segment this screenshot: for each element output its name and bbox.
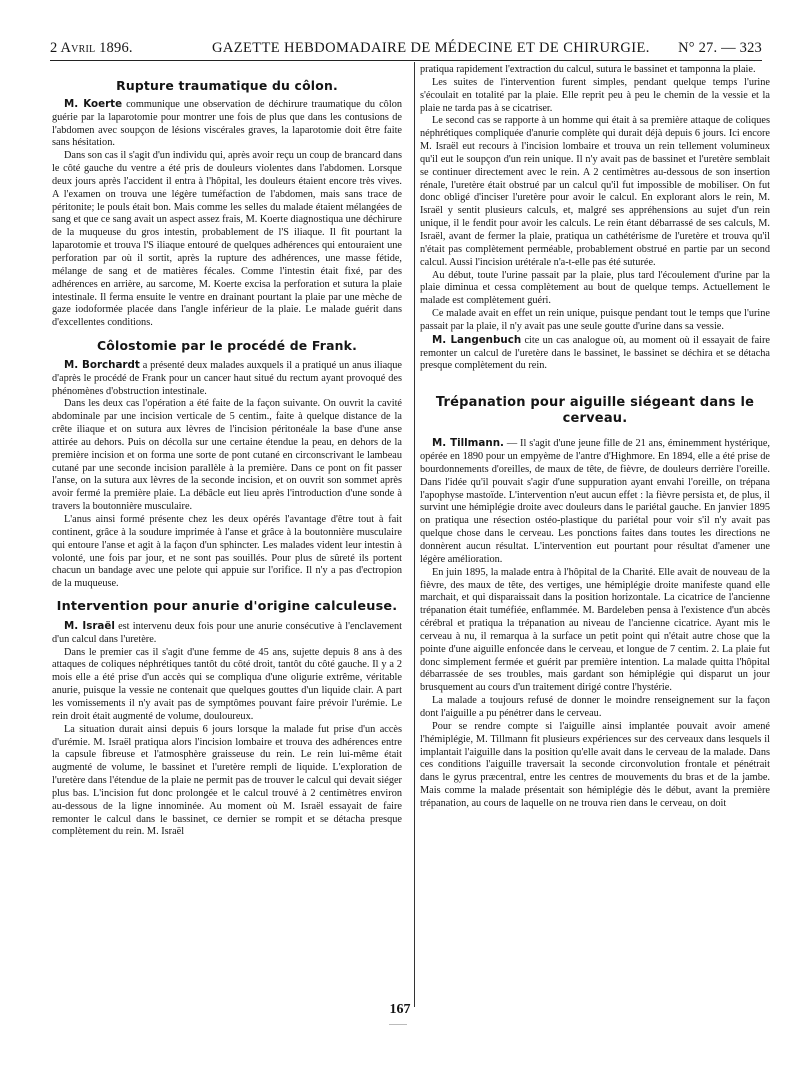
paragraph: Ce malade avait en effet un rein unique, puisque pendant tout le temps que l'urine passait par la plaie, il n'y avait pas une seule goutte d'urine dans sa vessie.: [420, 308, 770, 332]
paragraph: M. Israël est intervenu deux fois pour une anurie consécutive à l'enclavement d'un calcul dans l'uretère.: [52, 619, 402, 645]
paragraph: La malade a toujours refusé de donner le moindre renseignement sur la façon dont l'aiguille a pu pénétrer dans le cerveau.: [420, 695, 770, 719]
running-header: [50, 38, 762, 61]
left-column: [52, 64, 402, 839]
author-name: M. Langenbuch: [432, 333, 522, 346]
paragraph: En juin 1895, la malade entra à l'hôpital de la Charité. Elle avait de nouveau de la fièvre, des maux de tête, des vertiges, une hémiplégie droite manifeste quand elle marchait, et qui disparaissait dans la position horizontale. La cicatrice de l'ancienne trépanation était tuméfiée, enflammée. M. Bardeleben pensa à l'existence d'un abcès cérébral et pratiqua la trépanation au niveau de l'ancienne cicatrice. Ayant mis le cerveau à nu, il remarqua à la surface un petit point qui n'était autre chose que la pointe d'une aiguille enfoncée dans le cerveau, et longue de 7 centim. 2. La plaie fut donc simplement fermée et guérit par première intention. La malade quitta l'hôpital débarrassée de ses troubles, mais gardant son hémiplégie qui disparut un jour brusquement au cours d'un traitement dirigé contre l'hystérie.: [420, 566, 770, 694]
column-divider: [414, 62, 415, 1007]
paragraph: L'anus ainsi formé présente chez les deux opérés l'avantage d'être tout à fait continent, grâce à la soudure imprimée à l'anse et grâce à la boutonnière musculaire qui entoure l'anse et agit à la façon d'un sphincter. Les malades vident leur intestin à volonté, une fois par jour, et ne sont pas souillés. Pour plus de sûreté ils portent chacun un bandage avec une pelote qui appuie sur l'orifice. Il n'y a pas d'ectropion de la muqueuse.: [52, 514, 402, 590]
issue-number: N° 27. — 323: [678, 40, 762, 56]
paragraph: M. Langenbuch cite un cas analogue où, au moment où il essayait de faire remonter un calcul de l'uretère dans le bassinet, le bassinet se déchira et se détacha presque complètement du rein.: [420, 333, 771, 372]
paragraph: Pour se rendre compte si l'aiguille ainsi implantée pouvait avoir amené l'hémiplégie, M. Tillmann fit plusieurs expériences sur des cerveaux dans lesquels il implantait l'aiguille dans la position qu'elle avait dans le cerveau de la malade. Dans ces conditions l'aiguille traversait la seconde circonvolution frontale et pénétrait dans le gyrus præcentral, entre les centres de mouvements du bras et de la jambe. Mais comme la malade présentait son hémiplégie dès le début, avant la première trépanation, au cours de laquelle on ne trouva rien dans le cerveau, on doit: [420, 720, 770, 809]
journal-title: GAZETTE HEBDOMADAIRE DE MÉDECINE ET DE CHIRURGIE.: [212, 40, 650, 56]
paragraph: La situation durait ainsi depuis 6 jours lorsque la malade fut prise d'un accès d'urémie. M. Israël pratiqua alors l'incision lombaire et trouva des adhérences entre la capsule fibreuse et l'atmosphère graisseuse du rein. Le rein lui-même était augmenté de volume, le bassinet et l'uretère rempli de liquide. L'exploration de l'uretère dans l'étendue de la plaie ne permit pas de trouver le calcul qui devait siéger plus bas. L'incision fut donc prolongée et le calcul trouvé à 2 centimètres environ au-dessous de la ligne innominée. Au moment où M. Israël essayait de faire remonter le calcul dans le bassinet, ce dernier se rompit et se détacha presque complètement du rein. M. Israël: [52, 723, 402, 838]
article-title-colon-rupture: Rupture traumatique du côlon.: [116, 78, 338, 93]
article-title-trepanation: Trépanation pour aiguille siégeant dans le cerveau.: [435, 395, 755, 427]
paragraph: Dans le premier cas il s'agit d'une femme de 45 ans, sujette depuis 8 ans à des attaques de coliques néphrétiques tantôt du côté droit, tantôt du côté gauche. Il y a 2 mois elle a été prise d'un accès qui se compliqua d'une oligurie extrême, véritable anurie, puisque la vessie ne contenait que quelques gouttes d'un liquide clair. A part les vomissements il n'y avait pas de symptômes pouvant faire prévoir l'urémie. Le rein droit était augmenté de volume, douloureux.: [52, 646, 402, 722]
header-date: 2 Avril 1896.: [50, 40, 133, 56]
printing-mark: [389, 1024, 407, 1025]
paragraph: Dans les deux cas l'opération a été faite de la façon suivante. On ouvrit la cavité abdominale par une incision verticale de 5 centim., faite à quelque distance de la crête iliaque et on sutura aux lèvres de l'incision péritonéale la base d'une anse attirée au dehors. Puis on décolla sur une certaine étendue la peau, en dehors de la première incision et on forma une sorte de pont cutané en circonscrivant le lambeau cutané par une seconde incision parallèle à la première. Dans ce pont on fit passer l'anse, on la sutura aux lèvres de la seconde incision, et on ouvrit son sommet après avoir fermé la première plaie. La débâcle eut lieu après l'introduction d'une sonde à travers la boutonnière musculaire.: [52, 398, 402, 513]
paragraph: Dans son cas il s'agit d'un individu qui, après avoir reçu un coup de brancard dans le côté gauche du ventre a été pris de douleurs violentes dans l'abdomen. Lorsque deux jours après l'accident il entra à l'hôpital, les douleurs étaient encore très vives. A l'examen on trouva une légère tuméfaction de l'abdomen, mais sans trace de péritonite; le pouls était bon. Mais comme les selles du malade étaient mélangées de sang et que ce sang avait un aspect assez frais, M. Koerte diagnostiqua une déchirure de la muqueuse du gros intestin, probablement de l'S iliaque. Il fit pourtant la laparotomie et trouva l'S iliaque entouré de quelques adhérences qui entouraient une perforation par où il sortit, après la rupture des adhérences, une masse fétide, mélange de sang et de matières fécales. Comme l'intestin était fixé, par des adhérences en arrière, au sarcome, M. Koerte excisa la perforation et sutura la plaie intestinale. Il ferma ensuite le ventre en drainant pourtant la plaie par une mèche de gaze iodoformée placée dans l'angle inférieur de la plaie. Le malade guérit dans d'excellentes conditions.: [52, 150, 402, 329]
author-name: M. Koerte: [64, 97, 123, 110]
paragraph: Au début, toute l'urine passait par la plaie, plus tard l'écoulement d'urine par la plaie diminua et cessa complètement au bout de quelque temps. Actuellement le malade est complètement guéri.: [420, 269, 770, 307]
paragraph: M. Koerte communique une observation de déchirure traumatique du côlon guérie par la laparotomie pour montrer une fois de plus que dans les contusions de l'abdomen avec soupçon de lésions viscérales graves, la laparotomie doit être faite sans hésitation.: [52, 97, 402, 149]
author-name: M. Borchardt: [64, 358, 140, 371]
paragraph: pratiqua rapidement l'extraction du calcul, sutura le bassinet et tamponna la plaie.: [420, 64, 756, 75]
paragraph: M. Borchardt a présenté deux malades auxquels il a pratiqué un anus iliaque d'après le procédé de Frank pour un cancer haut situé du rectum ayant provoqué des phénomènes d'obstruction intestinale.: [52, 358, 403, 397]
paragraph: M. Tillmann. — Il s'agit d'une jeune fille de 21 ans, éminemment hystérique, opérée en 1890 pour un empyème de l'antre d'Highmore. En 1894, elle a été prise de bourdonnements d'oreilles, de maux de tête, de fièvre, de douleurs derrière l'oreille. Dans l'idée qu'il pouvait s'agir d'une suppuration ayant envahi l'oreille, on trépana l'apophyse mastoïde. L'intervention n'eut aucun effet : la fièvre persista et, de plus, il survint une hémiplégie droite avec douleurs dans le pariétal gauche. En janvier 1895 on pratiqua une résection ostéo-plastique du pariétal pour voir s'il n'y avait pas quelque chose dans le cerveau. Les ponctions faites dans toutes les directions ne donnèrent aucun résultat. L'intervention eut pourtant pour résultat d'amener une légère amélioration.: [420, 437, 770, 565]
paragraph: Le second cas se rapporte à un homme qui était à sa première attaque de coliques néphrétiques compliquée d'anurie complète qui durait déjà depuis 6 jours. Ici encore M. Israël eut recours à l'incision lombaire et trouva un rein tellement volumineux qu'il eut le soupçon d'un rein unique. Il n'y avait pas de bassinet et l'uretère semblait se continuer directement avec le rein. A 2 centimètres au-dessous de son insertion rénale, l'uretère était obstrué par un calcul qu'il fut impossible de mobiliser. On fut donc obligé d'inciser l'uretère pour avoir le calcul. En explorant alors le rein, M. Israël y sentit plusieurs calculs, et, malgré ses appréhensions au sujet d'un rein unique, il le fendit pour avoir les calculs. Le rein étant débarrassé de ses calculs, M. Israël, avant de fermer la plaie, pratiqua un cathétérisme de l'uretère et trouva qu'il n'était pas complètement perméable, probablement obstrué en partie par un second calcul. Aussi l'incision urétérale n'a-t-elle pas été suturée.: [420, 115, 770, 268]
article-title-anuria: Intervention pour anurie d'origine calculeuse.: [56, 599, 398, 615]
paragraph: Les suites de l'intervention furent simples, pendant quelque temps l'urine s'écoulait en totalité par la plaie. Elle reprit peu à peu le chemin de la vessie et la plaie ne tarda pas à se cicatriser.: [420, 76, 770, 114]
author-name: M. Israël: [64, 619, 115, 632]
page-number: 167: [389, 1002, 411, 1017]
author-name: M. Tillmann.: [432, 437, 504, 450]
article-title-colostomy: Côlostomie par le procédé de Frank.: [97, 338, 357, 354]
right-column: [420, 64, 770, 811]
